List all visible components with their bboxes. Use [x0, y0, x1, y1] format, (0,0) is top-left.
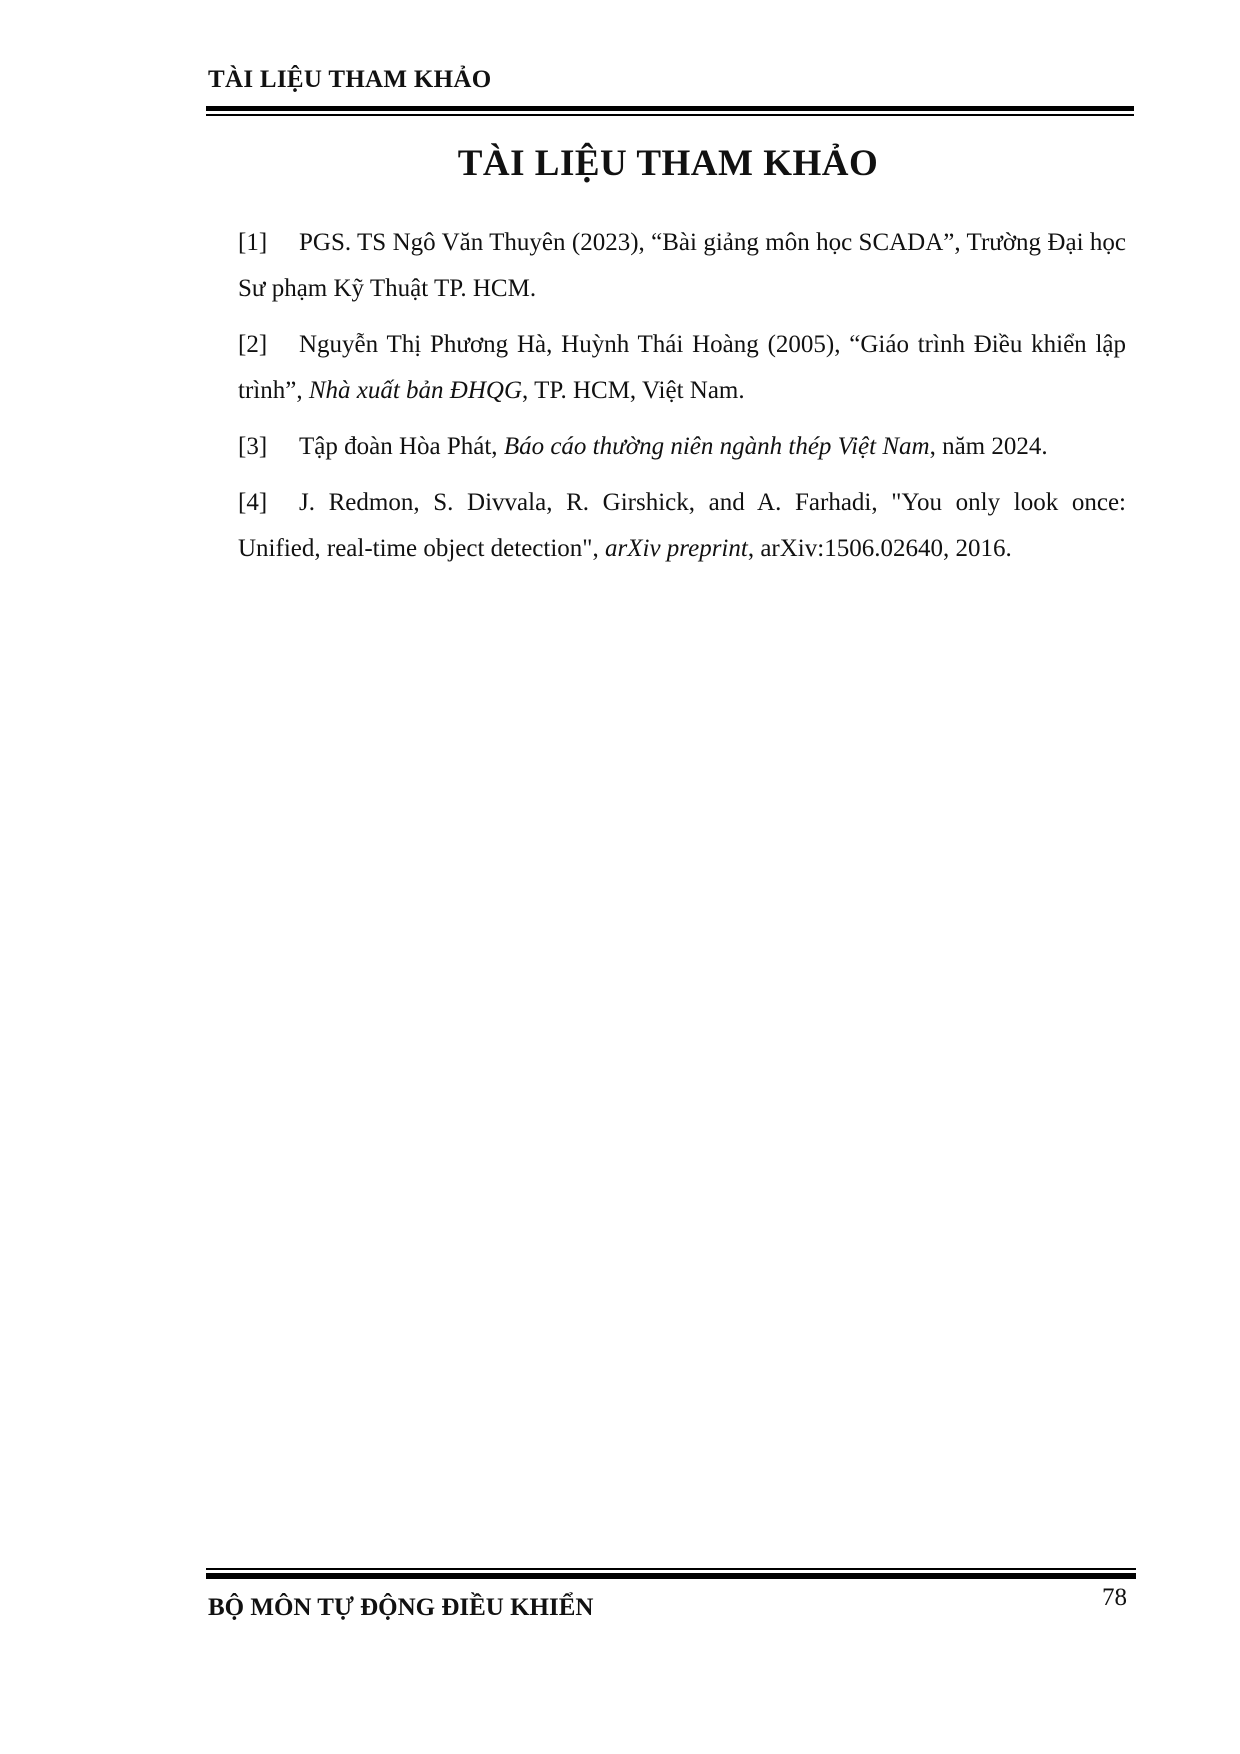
reference-text: Tập đoàn Hòa Phát,: [299, 433, 504, 460]
reference-text: PGS. TS Ngô Văn Thuyên (2023), “Bài giảng môn học SCADA”, Trường Đại học Sư phạm Kỹ Thuật TP. HCM.: [238, 229, 1126, 302]
footer-rule-thick: [206, 1573, 1136, 1579]
reference-italic-text: Báo cáo thường niên ngành thép Việt Nam: [503, 433, 930, 460]
reference-italic-text: Nhà xuất bản ĐHQG: [308, 377, 523, 404]
reference-number: [1]: [238, 229, 268, 256]
reference-text-tail: , arXiv:1506.02640, 2016.: [747, 535, 1012, 562]
reference-number: [2]: [238, 331, 268, 358]
running-header-title: TÀI LIỆU THAM KHẢO: [208, 66, 492, 93]
reference-text: J. Redmon, S. Divvala, R. Girshick, and A. Farhadi, "You only look once: Unified, real-time object detection",: [238, 489, 1126, 562]
reference-list: [238, 220, 1126, 582]
footer-rule-thin: [206, 1568, 1136, 1570]
reference-italic-text: arXiv preprint: [605, 535, 748, 562]
reference-number: [3]: [238, 433, 268, 460]
page-number: 78: [1102, 1584, 1127, 1611]
reference-text: Nguyễn Thị Phương Hà, Huỳnh Thái Hoàng (2005), “Giáo trình Điều khiển lập trình”,: [238, 331, 1126, 404]
header-rule-thin: [206, 114, 1134, 116]
reference-item: [238, 480, 1126, 572]
page-title: TÀI LIỆU THAM KHẢO: [457, 143, 879, 184]
reference-text-tail: , năm 2024.: [929, 433, 1048, 460]
footer-department: BỘ MÔN TỰ ĐỘNG ĐIỀU KHIỂN: [208, 1594, 594, 1621]
reference-number: [4]: [238, 489, 268, 516]
reference-item: [238, 424, 1126, 470]
reference-item: [238, 220, 1126, 312]
reference-item: [238, 322, 1126, 414]
header-rule-thick: [206, 106, 1134, 111]
reference-text-tail: , TP. HCM, Việt Nam.: [522, 377, 745, 404]
